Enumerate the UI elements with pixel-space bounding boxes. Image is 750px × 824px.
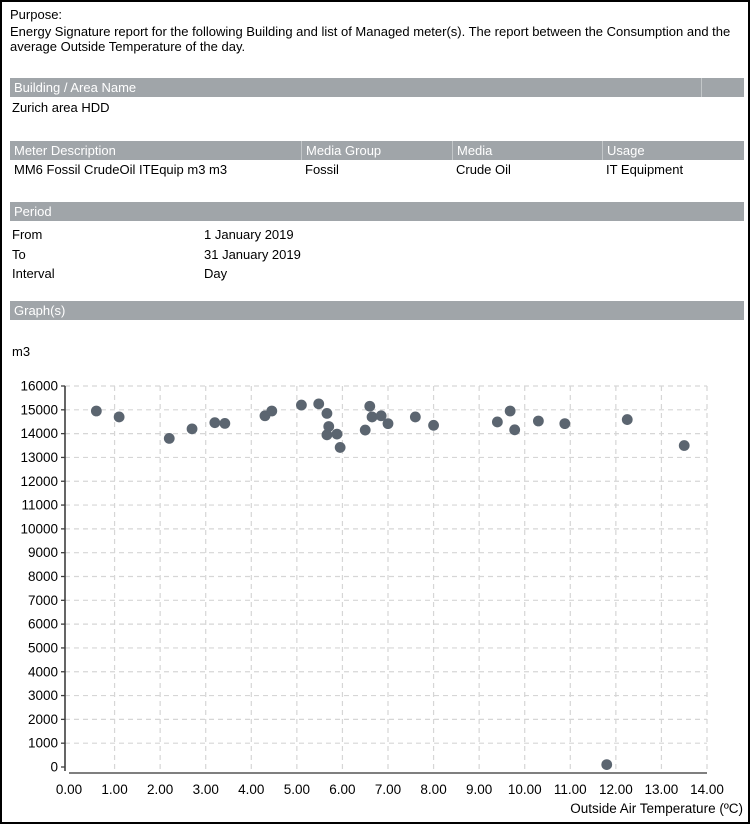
scatter-point: [219, 418, 230, 429]
scatter-point: [383, 418, 394, 429]
chart-x-axis-title: Outside Air Temperature (ºC): [570, 801, 743, 816]
period-interval-value: Day: [204, 266, 228, 282]
period-to-label: To: [12, 246, 26, 262]
building-section-header: [10, 78, 744, 97]
scatter-point: [679, 440, 690, 451]
media-group-value: Fossil: [305, 162, 339, 177]
svg-text:4.00: 4.00: [238, 782, 265, 797]
graphs-header-label: Graph(s): [14, 303, 66, 318]
scatter-point: [91, 406, 102, 417]
svg-text:1000: 1000: [27, 735, 58, 751]
svg-text:0: 0: [50, 759, 58, 775]
building-name: Zurich area HDD: [12, 100, 110, 115]
svg-text:9000: 9000: [27, 545, 58, 561]
scatter-point: [164, 433, 175, 444]
scatter-point: [505, 406, 516, 417]
scatter-point: [533, 416, 544, 427]
scatter-point: [410, 412, 421, 423]
column-header-meter-description: Meter Description: [14, 143, 116, 158]
period-row-interval: [12, 264, 712, 284]
svg-text:13000: 13000: [20, 449, 58, 465]
meter-table-header: [10, 141, 744, 160]
scatter-point: [332, 429, 343, 440]
period-section-header: [10, 202, 744, 221]
building-header-spacer-cell: [701, 78, 744, 97]
svg-text:11.00: 11.00: [553, 782, 587, 797]
scatter-point: [601, 759, 612, 770]
scatter-point: [360, 425, 371, 436]
svg-text:2.00: 2.00: [147, 782, 174, 797]
scatter-point: [209, 417, 220, 428]
scatter-point: [367, 412, 378, 423]
svg-text:14.00: 14.00: [690, 782, 724, 797]
svg-text:8.00: 8.00: [420, 782, 447, 797]
period-details: [12, 225, 712, 284]
column-header-media-group: Media Group: [301, 141, 452, 160]
table-row: [10, 162, 744, 177]
svg-text:16000: 16000: [20, 378, 58, 394]
svg-text:6.00: 6.00: [329, 782, 356, 797]
svg-text:6000: 6000: [27, 616, 58, 632]
svg-text:8000: 8000: [27, 569, 58, 584]
scatter-point: [266, 406, 277, 417]
scatter-point: [559, 418, 570, 429]
scatter-point: [335, 442, 346, 453]
period-to-value: 31 January 2019: [204, 246, 301, 262]
svg-text:3.00: 3.00: [192, 782, 219, 797]
usage-value: IT Equipment: [606, 162, 684, 177]
svg-text:12000: 12000: [20, 473, 58, 489]
scatter-point: [114, 412, 125, 423]
svg-text:12.00: 12.00: [598, 782, 633, 797]
svg-text:1.00: 1.00: [101, 782, 128, 797]
svg-text:14000: 14000: [20, 426, 58, 442]
column-header-media: Media: [452, 141, 602, 160]
svg-text:15000: 15000: [20, 402, 58, 418]
period-header-label: Period: [14, 204, 52, 219]
svg-text:11000: 11000: [21, 497, 58, 513]
media-value: Crude Oil: [456, 162, 511, 177]
scatter-point: [322, 429, 333, 440]
graphs-section-header: [10, 301, 744, 320]
svg-text:3000: 3000: [27, 688, 58, 704]
scatter-point: [322, 408, 333, 419]
scatter-point: [313, 398, 324, 409]
scatter-point: [622, 414, 633, 425]
period-row-from: [12, 225, 712, 245]
svg-text:10000: 10000: [20, 521, 58, 537]
svg-text:2000: 2000: [27, 711, 58, 727]
svg-text:9.00: 9.00: [466, 782, 493, 797]
svg-text:5.00: 5.00: [283, 782, 310, 797]
building-header-label: Building / Area Name: [14, 80, 137, 95]
svg-text:0.00: 0.00: [55, 782, 83, 797]
period-from-label: From: [12, 227, 43, 243]
meter-description-value: MM6 Fossil CrudeOil ITEquip m3 m3: [14, 162, 228, 177]
period-row-to: [12, 245, 712, 265]
svg-text:5000: 5000: [27, 640, 58, 656]
svg-text:13.00: 13.00: [644, 782, 679, 797]
period-from-value: 1 January 2019: [204, 227, 294, 243]
svg-text:10.00: 10.00: [507, 782, 542, 797]
svg-text:4000: 4000: [27, 664, 58, 680]
scatter-point: [296, 400, 307, 411]
svg-text:7.00: 7.00: [374, 782, 402, 797]
purpose-text: Energy Signature report for the following Building and list of Managed meter(s). The report between the Consumption and the average Outside Temperature of the day.: [10, 24, 731, 54]
chart-y-axis-unit-label: m3: [12, 344, 31, 359]
scatter-point: [364, 401, 375, 412]
svg-text:7000: 7000: [27, 592, 58, 608]
scatter-point: [187, 423, 198, 434]
purpose-heading: Purpose:: [10, 7, 63, 22]
period-interval-label: Interval: [12, 266, 55, 282]
scatter-point: [492, 417, 503, 428]
scatter-point: [509, 424, 520, 435]
energy-signature-scatter-chart: [2, 332, 750, 824]
scatter-point: [428, 420, 439, 431]
column-header-usage: Usage: [602, 141, 744, 160]
